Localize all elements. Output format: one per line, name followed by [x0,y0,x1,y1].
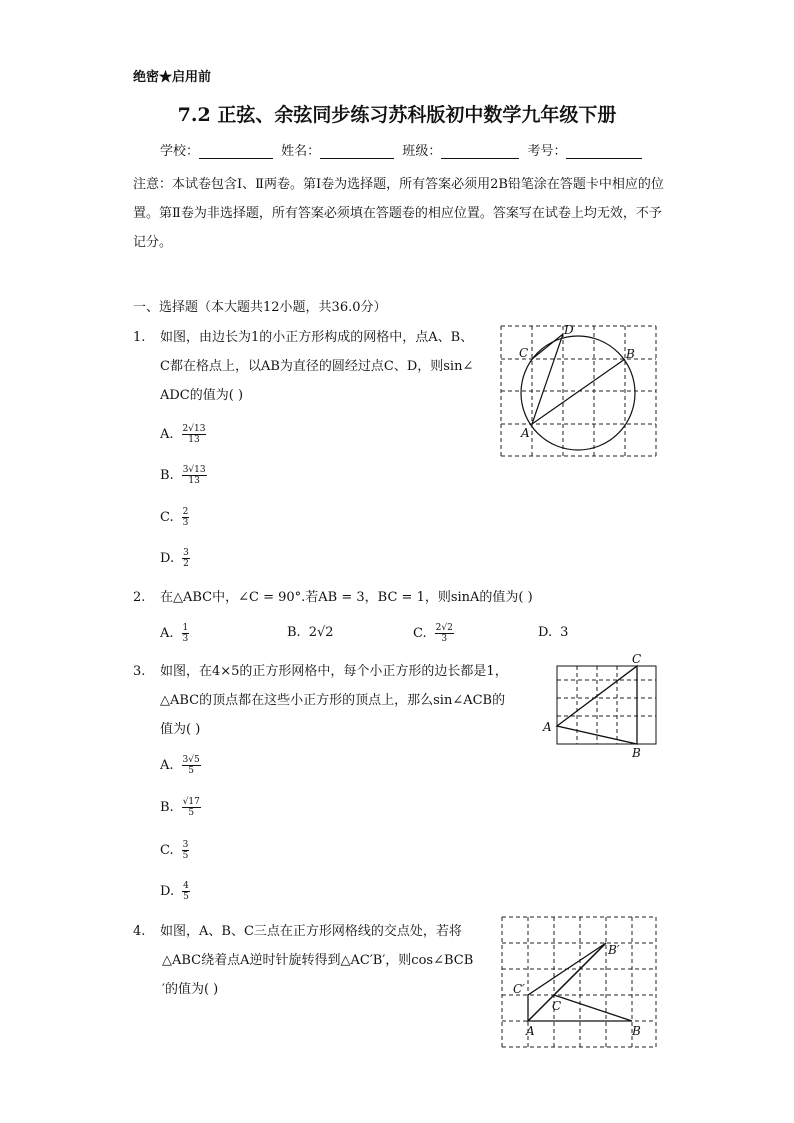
section-title: 一、选择题（本大题共12小题，共36.0分） [133,300,387,315]
q1-stem [160,323,495,410]
q2-option-c[interactable]: C. $\frac{2√2}{3}$ [413,623,453,644]
q3-figure [540,650,662,762]
q3-line3: 值为( ) [160,722,201,737]
q1-option-b[interactable]: B. $\frac{3√13}{13}$ [160,465,206,486]
class-blank[interactable] [441,144,519,159]
q1-figure [498,322,660,460]
q2-option-d[interactable]: D. 3 [538,625,569,640]
q3-line1: 如图，在4×5的正方形网格中，每个小正方形的边长都是1， [160,664,508,679]
q2-option-b[interactable]: B. 2√2 [287,625,334,640]
q1-option-c[interactable]: C. $\frac{2}{3}$ [160,507,189,528]
q1-number: 1. [133,330,146,345]
name-label: 姓名： [281,144,321,159]
q2-option-a[interactable]: A. $\frac{1}{3}$ [160,623,189,644]
q4-point-c: C [552,999,562,1013]
q3-point-a: A [543,720,552,734]
document-title: 7.2 正弦、余弦同步练习苏科版初中数学九年级下册 [177,104,617,126]
q3-stem [160,657,530,744]
q4-point-b: B [632,1024,641,1038]
q3-option-c[interactable]: C. $\frac{3}{5}$ [160,840,189,861]
q4-line1: 如图，A、B、C三点在正方形网格线的交点处，若将 [160,924,462,939]
q1-line3: ADC的值为( ) [160,388,244,403]
q1-line1: 如图，由边长为1的小正方形构成的网格中，点A、B、 [160,330,474,345]
name-blank[interactable] [320,144,394,159]
q3-grid-border [557,666,656,744]
q1-point-b: B [626,347,635,361]
q4-point-a: A [526,1024,535,1038]
q1-option-d[interactable]: D. $\frac{3}{2}$ [160,548,189,569]
q3-number: 3. [133,664,146,679]
q2-stem: 在△ABC中，∠C = 90°.若AB = 3，BC = 1，则sinA的值为( ) [160,590,533,605]
q3-grid [557,666,656,744]
exam-no-blank[interactable] [566,144,642,159]
q1-point-c: C [519,346,529,360]
q1-lines [532,334,625,424]
q2-number: 2. [133,590,146,605]
q4-point-cp: C′ [513,982,525,996]
secret-label: 绝密★启用前 [133,70,212,85]
exam-notice: 注意：本试卷包含Ⅰ、Ⅱ两卷。第Ⅰ卷为选择题，所有答案必须用2B铅笔涂在答题卡中相应的位置。第Ⅱ卷为非选择题，所有答案必须填在答题卷的相应位置。答案写在试卷上均无效，不予记分。 [133,177,664,250]
school-label: 学校： [160,144,200,159]
q3-option-a[interactable]: A. $\frac{3√5}{5}$ [160,755,200,776]
q4-number: 4. [133,924,146,939]
q4-stem [160,917,495,1004]
class-label: 班级： [402,144,442,159]
q1-option-a[interactable]: A. $\frac{2√13}{13}$ [160,424,206,445]
q3-option-b[interactable]: B. $\frac{√17}{5}$ [160,797,200,818]
q3-point-b: B [632,746,641,760]
q4-figure [498,913,660,1053]
student-info-row [160,140,646,159]
q4-point-bp: B′ [608,943,620,957]
exam-no-label: 考号： [527,144,567,159]
q3-point-c: C [632,652,642,666]
q1-line2: C都在格点上，以AB为直径的圆经过点C、D，则sin∠ [160,359,474,374]
q4-line3: ′的值为( ) [162,982,219,997]
q1-circle [521,336,635,450]
q4-line2: △ABC绕着点A逆时针旋转得到△AC′B′，则cos∠BCB [162,953,474,968]
school-blank[interactable] [199,144,273,159]
q1-point-d: D [564,323,574,337]
q3-line2: △ABC的顶点都在这些小正方形的顶点上，那么sin∠ACB的 [160,693,506,708]
q1-point-a: A [521,426,530,440]
q3-option-d[interactable]: D. $\frac{4}{5}$ [160,881,189,902]
